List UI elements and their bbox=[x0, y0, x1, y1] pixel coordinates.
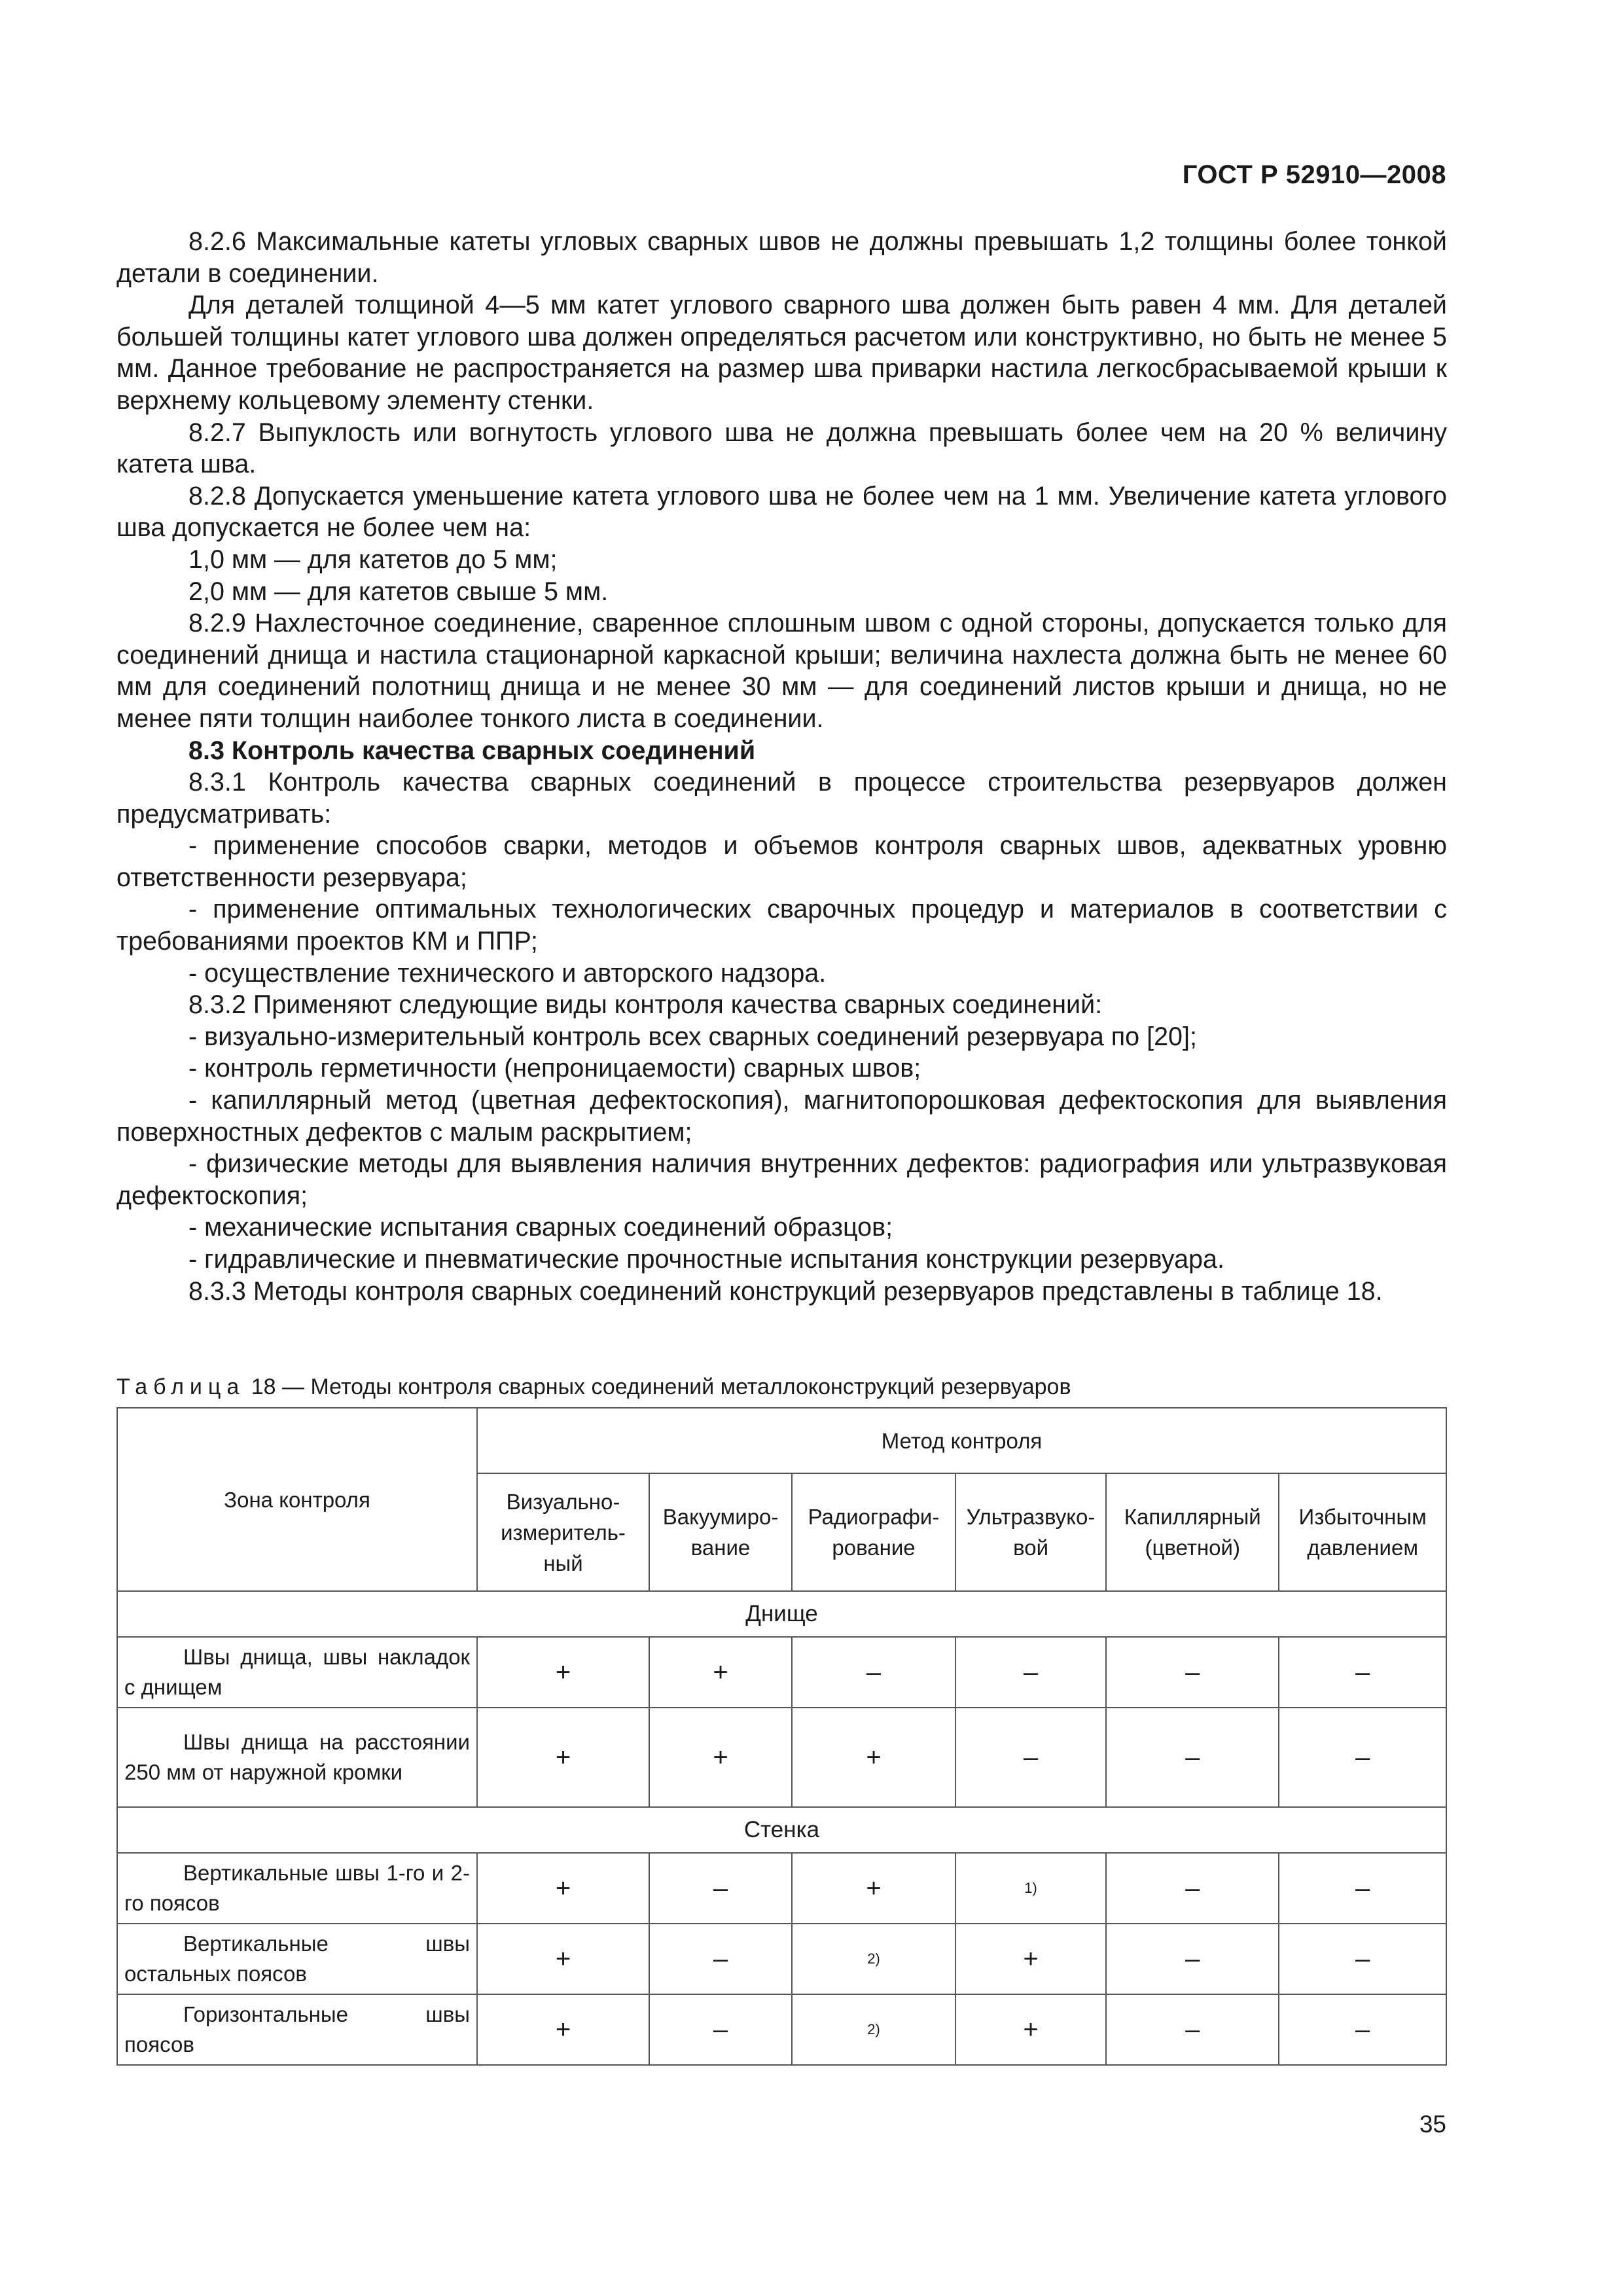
section-heading: 8.3 Контроль качества сварных соединений bbox=[188, 736, 756, 765]
paragraph: 8.2.7 Выпуклость или вогнутость углового шва не должна превышать более чем на 20 % величину катета шва. bbox=[116, 418, 1447, 479]
cell: – bbox=[1106, 1708, 1279, 1807]
cell: + bbox=[477, 1708, 649, 1807]
header-method: Радиографи-рование bbox=[792, 1473, 955, 1591]
cell: – bbox=[1279, 1708, 1446, 1807]
paragraph: 8.2.9 Нахлесточное соединение, сваренное сплошным швом с одной стороны, допускается только для соединений днища и настила стационарной каркасной крыши; величина нахлеста должна быть не менее 60 мм для соединений полотнищ днища и не менее 30 мм — для соединений листов крыши и днища, но не менее пяти толщин наиболее тонкого листа в соединении. bbox=[116, 609, 1447, 733]
footnote-ref: 2) bbox=[792, 1924, 955, 1994]
header-method-group: Метод контроля bbox=[477, 1408, 1446, 1473]
list-item: - осуществление технического и авторского надзора. bbox=[188, 958, 827, 988]
table-row bbox=[117, 1853, 1446, 1924]
section-row-title: Стенка bbox=[117, 1807, 1446, 1853]
table-caption-label: Таблица bbox=[116, 1374, 245, 1399]
paragraph: 1,0 мм — для катетов до 5 мм; bbox=[188, 545, 558, 574]
list-item: - капиллярный метод (цветная дефектоскопия), магнитопорошковая дефектоскопия для выявления поверхностных дефектов с малым раскрытием; bbox=[116, 1086, 1447, 1147]
cell: + bbox=[649, 1708, 792, 1807]
header-method: Избыточным давлением bbox=[1279, 1473, 1446, 1591]
table-row bbox=[117, 1994, 1446, 2065]
list-item: - применение оптимальных технологических сварочных процедур и материалов в соответствии с требованиями проектов КМ и ППР; bbox=[116, 895, 1447, 956]
document-code: ГОСТ Р 52910—2008 bbox=[1182, 160, 1446, 189]
table-caption-title: 18 — Методы контроля сварных соединений металлоконструкций резервуаров bbox=[245, 1374, 1071, 1399]
cell: – bbox=[955, 1708, 1106, 1807]
zone-cell: Вертикальные швы 1-го и 2-го поясов bbox=[117, 1853, 477, 1924]
table-row bbox=[117, 1924, 1446, 1994]
cell: + bbox=[649, 1637, 792, 1708]
paragraph: 8.3.3 Методы контроля сварных соединений конструкций резервуаров представлены в таблице 18. bbox=[188, 1276, 1383, 1306]
cell: – bbox=[1106, 1637, 1279, 1708]
paragraph: 8.3.1 Контроль качества сварных соединений в процессе строительства резервуаров должен предусматривать: bbox=[116, 768, 1447, 829]
cell: + bbox=[955, 1924, 1106, 1994]
cell: – bbox=[649, 1924, 792, 1994]
cell: – bbox=[649, 1994, 792, 2065]
cell: + bbox=[477, 1994, 649, 2065]
list-item: - гидравлические и пневматические прочностные испытания конструкции резервуара. bbox=[188, 1245, 1224, 1274]
header-method: Ультразвуко-вой bbox=[955, 1473, 1106, 1591]
body-text bbox=[116, 226, 1447, 1307]
cell: + bbox=[792, 1853, 955, 1924]
cell: – bbox=[1279, 1853, 1446, 1924]
list-item: - контроль герметичности (непроницаемости) сварных швов; bbox=[188, 1054, 921, 1083]
cell: – bbox=[1106, 1994, 1279, 2065]
cell: – bbox=[1279, 1637, 1446, 1708]
table-row bbox=[117, 1637, 1446, 1708]
footnote-ref: 1) bbox=[955, 1853, 1106, 1924]
cell: – bbox=[792, 1637, 955, 1708]
cell: + bbox=[955, 1994, 1106, 2065]
cell: – bbox=[649, 1853, 792, 1924]
section-row-title: Днище bbox=[117, 1591, 1446, 1637]
cell: + bbox=[477, 1924, 649, 1994]
page-number: 35 bbox=[1419, 2111, 1446, 2138]
list-item: - механические испытания сварных соединений образцов; bbox=[188, 1213, 893, 1242]
cell: + bbox=[477, 1853, 649, 1924]
cell: + bbox=[477, 1637, 649, 1708]
header-method: Визуально-измеритель-ный bbox=[477, 1473, 649, 1591]
cell: – bbox=[1106, 1924, 1279, 1994]
header-method: Капиллярный (цветной) bbox=[1106, 1473, 1279, 1591]
cell: + bbox=[792, 1708, 955, 1807]
paragraph: Для деталей толщиной 4—5 мм катет углового сварного шва должен быть равен 4 мм. Для деталей большей толщины катет углового шва должен определяться расчетом или конструктивно, но быть не менее 5 мм. Данное требование не распространяется на размер шва приварки настила легкосбрасываемой крыши к верхнему кольцевому элементу стенки. bbox=[116, 291, 1447, 415]
methods-table bbox=[116, 1407, 1447, 2066]
table-caption bbox=[116, 1374, 1071, 1400]
cell: – bbox=[1106, 1853, 1279, 1924]
cell: – bbox=[1279, 1924, 1446, 1994]
list-item: - физические методы для выявления наличия внутренних дефектов: радиография или ультразвуковая дефектоскопия; bbox=[116, 1149, 1447, 1210]
cell: – bbox=[1279, 1994, 1446, 2065]
list-item: - применение способов сварки, методов и объемов контроля сварных швов, адекватных уровню ответственности резервуара; bbox=[116, 831, 1447, 892]
zone-cell: Горизонтальные швы поясов bbox=[117, 1994, 477, 2065]
paragraph: 8.2.8 Допускается уменьшение катета углового шва не более чем на 1 мм. Увеличение катета углового шва допускается не более чем на: bbox=[116, 481, 1447, 543]
table-row bbox=[117, 1708, 1446, 1807]
paragraph: 8.2.6 Максимальные катеты угловых сварных швов не должны превышать 1,2 толщины более тонкой детали в соединении. bbox=[116, 227, 1447, 288]
zone-cell: Вертикальные швы остальных поясов bbox=[117, 1924, 477, 1994]
zone-cell: Швы днища, швы накладок с днищем bbox=[117, 1637, 477, 1708]
header-method: Вакуумиро-вание bbox=[649, 1473, 792, 1591]
footnote-ref: 2) bbox=[792, 1994, 955, 2065]
paragraph: 2,0 мм — для катетов свыше 5 мм. bbox=[188, 577, 609, 606]
list-item: - визуально-измерительный контроль всех сварных соединений резервуара по [20]; bbox=[188, 1022, 1197, 1051]
cell: – bbox=[955, 1637, 1106, 1708]
paragraph: 8.3.2 Применяют следующие виды контроля качества сварных соединений: bbox=[188, 990, 1103, 1020]
header-zone: Зона контроля bbox=[117, 1408, 477, 1591]
zone-cell: Швы днища на расстоянии 250 мм от наружной кромки bbox=[117, 1708, 477, 1807]
